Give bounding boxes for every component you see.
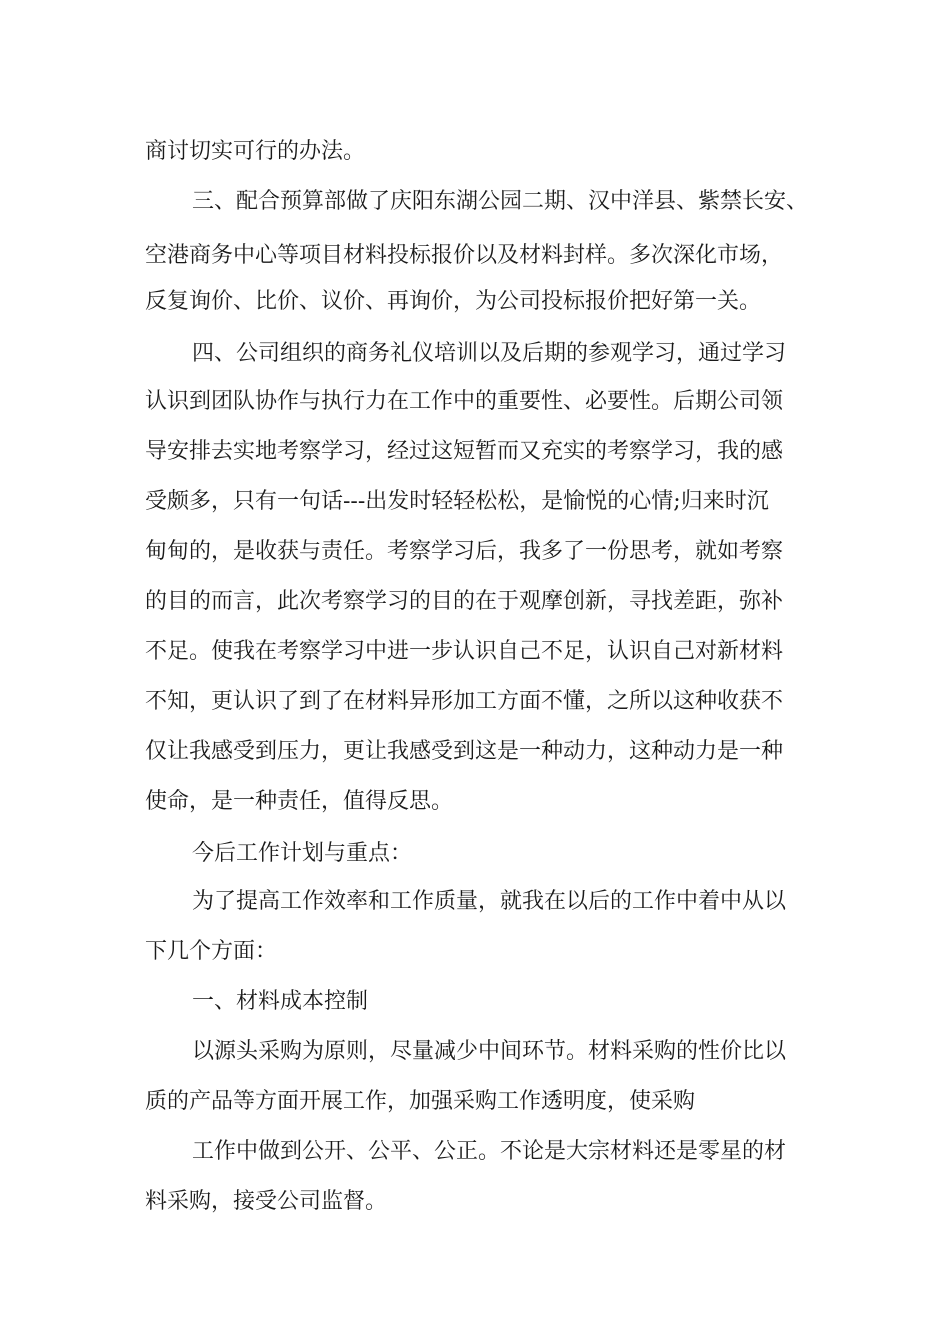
text-line: 工作中做到公开、公平、公正。不论是大宗材料还是零星的材 xyxy=(192,1139,787,1164)
text-line: 以源头采购为原则，尽量减少中间环节。材料采购的性价比以 xyxy=(192,1039,787,1064)
text-line: 料采购，接受公司监督。 xyxy=(145,1189,388,1214)
text-line: 不足。使我在考察学习中进一步认识自己不足，认识自己对新材料 xyxy=(145,639,784,664)
text-line: 四、公司组织的商务礼仪培训以及后期的参观学习，通过学习 xyxy=(192,341,787,366)
section-heading: 今后工作计划与重点： xyxy=(192,841,413,866)
text-line: 空港商务中心等项目材料投标报价以及材料封样。多次深化市场， xyxy=(145,243,784,268)
text-line: 反复询价、比价、议价、再询价，为公司投标报价把好第一关。 xyxy=(145,289,762,314)
text-line: 受颇多，只有一句话---出发时轻轻松松，是愉悦的心情;归来时沉 xyxy=(145,489,769,514)
text-line: 使命，是一种责任，值得反思。 xyxy=(145,789,454,814)
section-heading: 一、材料成本控制 xyxy=(192,989,369,1014)
text-line: 认识到团队协作与执行力在工作中的重要性、必要性。后期公司领 xyxy=(145,389,784,414)
text-line: 质的产品等方面开展工作，加强采购工作透明度，使采购 xyxy=(145,1089,696,1114)
text-line: 为了提高工作效率和工作质量，就我在以后的工作中着中从以 xyxy=(192,889,787,914)
text-line: 三、配合预算部做了庆阳东湖公园二期、汉中洋县、紫禁长安、 xyxy=(192,189,809,214)
text-line: 下几个方面： xyxy=(145,939,278,964)
text-line: 甸甸的，是收获与责任。考察学习后，我多了一份思考，就如考察 xyxy=(145,539,784,564)
text-line: 仅让我感受到压力，更让我感受到这是一种动力，这种动力是一种 xyxy=(145,739,784,764)
text-line: 的目的而言，此次考察学习的目的在于观摩创新，寻找差距，弥补 xyxy=(145,589,784,614)
text-line: 不知，更认识了到了在材料异形加工方面不懂，之所以这种收获不 xyxy=(145,689,784,714)
text-line: 导安排去实地考察学习，经过这短暂而又充实的考察学习，我的感 xyxy=(145,439,784,464)
text-line: 商讨切实可行的办法。 xyxy=(145,139,366,164)
